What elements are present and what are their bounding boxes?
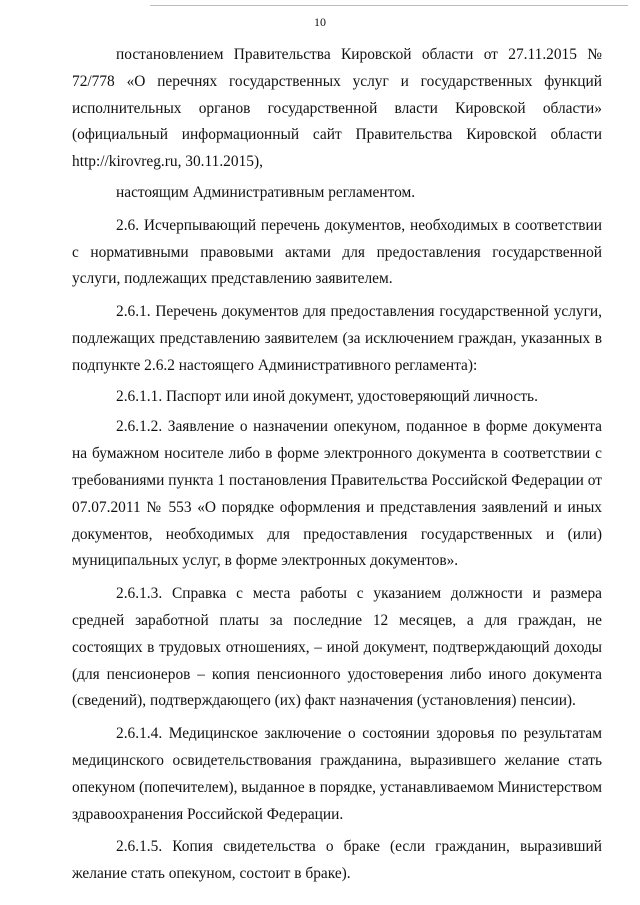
paragraph-2-6: 2.6. Исчерпывающий перечень документов, необходимых в соответствии с нормативными правовыми актами для предоставления государственной услуги, подлежащих представлению заявителем. bbox=[72, 216, 602, 288]
paragraph-2-6-1-1: 2.6.1.1. Паспорт или иной документ, удостоверяющий личность. bbox=[116, 387, 538, 405]
paragraph-2-6-1-5: 2.6.1.5. Копия свидетельства о браке (если гражданин, выразивший желание стать опекуном, состоит в браке). bbox=[72, 838, 602, 883]
paragraph-regulation: настоящим Административным регламентом. bbox=[116, 183, 416, 201]
page-number: 10 bbox=[314, 15, 326, 29]
paragraph-decree-reference: постановлением Правительства Кировской области от 27.11.2015 № 72/778 «О перечнях государственных услуг и государственных функций исполнительных органов государственной власти Кировской области» (официальный информационный сайт Правительства Кировской области http://kirovreg.ru, 30.11.2015), bbox=[72, 46, 602, 171]
paragraph-2-6-1-3: 2.6.1.3. Справка с места работы с указанием должности и размера средней заработной платы за последние 12 месяцев, а для граждан, не состоящих в трудовых отношениях, – иной документ, подтверждающий доходы (для пенсионеров – копия пенсионного удостоверения либо иного документа (сведений), подтверждающего (их) факт назначения (установления) пенсии). bbox=[72, 585, 602, 710]
paragraph-2-6-1-4: 2.6.1.4. Медицинское заключение о состоянии здоровья по результатам медицинского освидетельствования гражданина, выразившего желание стать опекуном (попечителем), выданное в порядке, устанавливаемом Министерством здравоохранения Российской Федерации. bbox=[72, 725, 602, 823]
paragraph-2-6-1: 2.6.1. Перечень документов для предоставления государственной услуги, подлежащих представлению заявителем (за исключением граждан, указанных в подпункте 2.6.2 настоящего Административного регламента): bbox=[72, 303, 602, 374]
paragraph-2-6-1-2: 2.6.1.2. Заявление о назначении опекуном, поданное в форме документа на бумажном носителе либо в форме электронного документа в соответствии с требованиями пункта 1 постановления Правительства Российской Федерации от 07.07.2011 № 553 «О порядке оформления и представления заявлений и иных документов, необходимых для предоставления государственных и (или) муниципальных услуг, в форме электронных документов». bbox=[72, 418, 602, 570]
top-rule bbox=[150, 5, 628, 6]
document-body bbox=[72, 42, 602, 888]
